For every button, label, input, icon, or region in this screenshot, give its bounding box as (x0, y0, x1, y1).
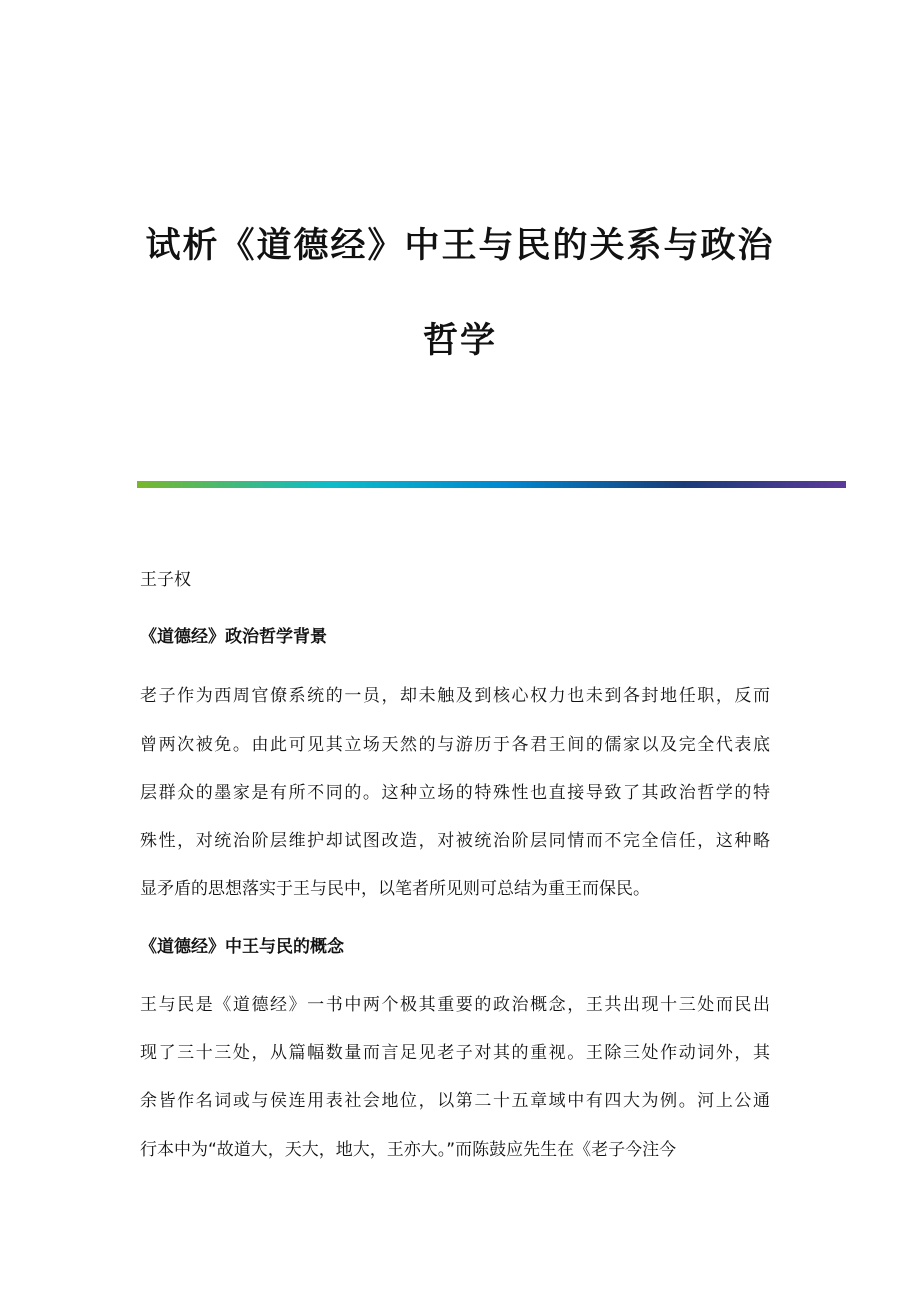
paragraph-line: 王与民是《道德经》一书中两个极其重要的政治概念，王共出现十三处而民出 (140, 995, 770, 1015)
author: 王子权 (140, 570, 191, 590)
section-heading: 《道德经》中王与民的概念 (140, 937, 344, 957)
paragraph-line: 曾两次被免。由此可见其立场天然的与游历于各君王间的儒家以及完全代表底 (140, 735, 770, 755)
paragraph-line: 显矛盾的思想落实于王与民中，以笔者所见则可总结为重王而保民。 (140, 879, 650, 899)
section-heading: 《道德经》政治哲学背景 (140, 627, 327, 647)
paragraph-line: 层群众的墨家是有所不同的。这种立场的特殊性也直接导致了其政治哲学的特 (140, 783, 770, 803)
paragraph-line: 余皆作名词或与侯连用表社会地位，以第二十五章域中有四大为例。河上公通 (140, 1091, 770, 1111)
paragraph-line: 老子作为西周官僚系统的一员，却未触及到核心权力也未到各封地任职，反而 (140, 686, 770, 706)
paragraph-line: 现了三十三处，从篇幅数量而言足见老子对其的重视。王除三处作动词外，其 (140, 1043, 770, 1063)
gradient-divider (137, 481, 846, 488)
paragraph-line: 殊性，对统治阶层维护却试图改造，对被统治阶层同情而不完全信任，这种略 (140, 831, 770, 851)
paragraph-line: 行本中为“故道大，天大，地大，王亦大。”而陈鼓应先生在《老子今注今 (140, 1140, 677, 1160)
document-title-line-1: 试析《道德经》中王与民的关系与政治 (145, 226, 775, 266)
document-title-line-2: 哲学 (422, 321, 497, 361)
